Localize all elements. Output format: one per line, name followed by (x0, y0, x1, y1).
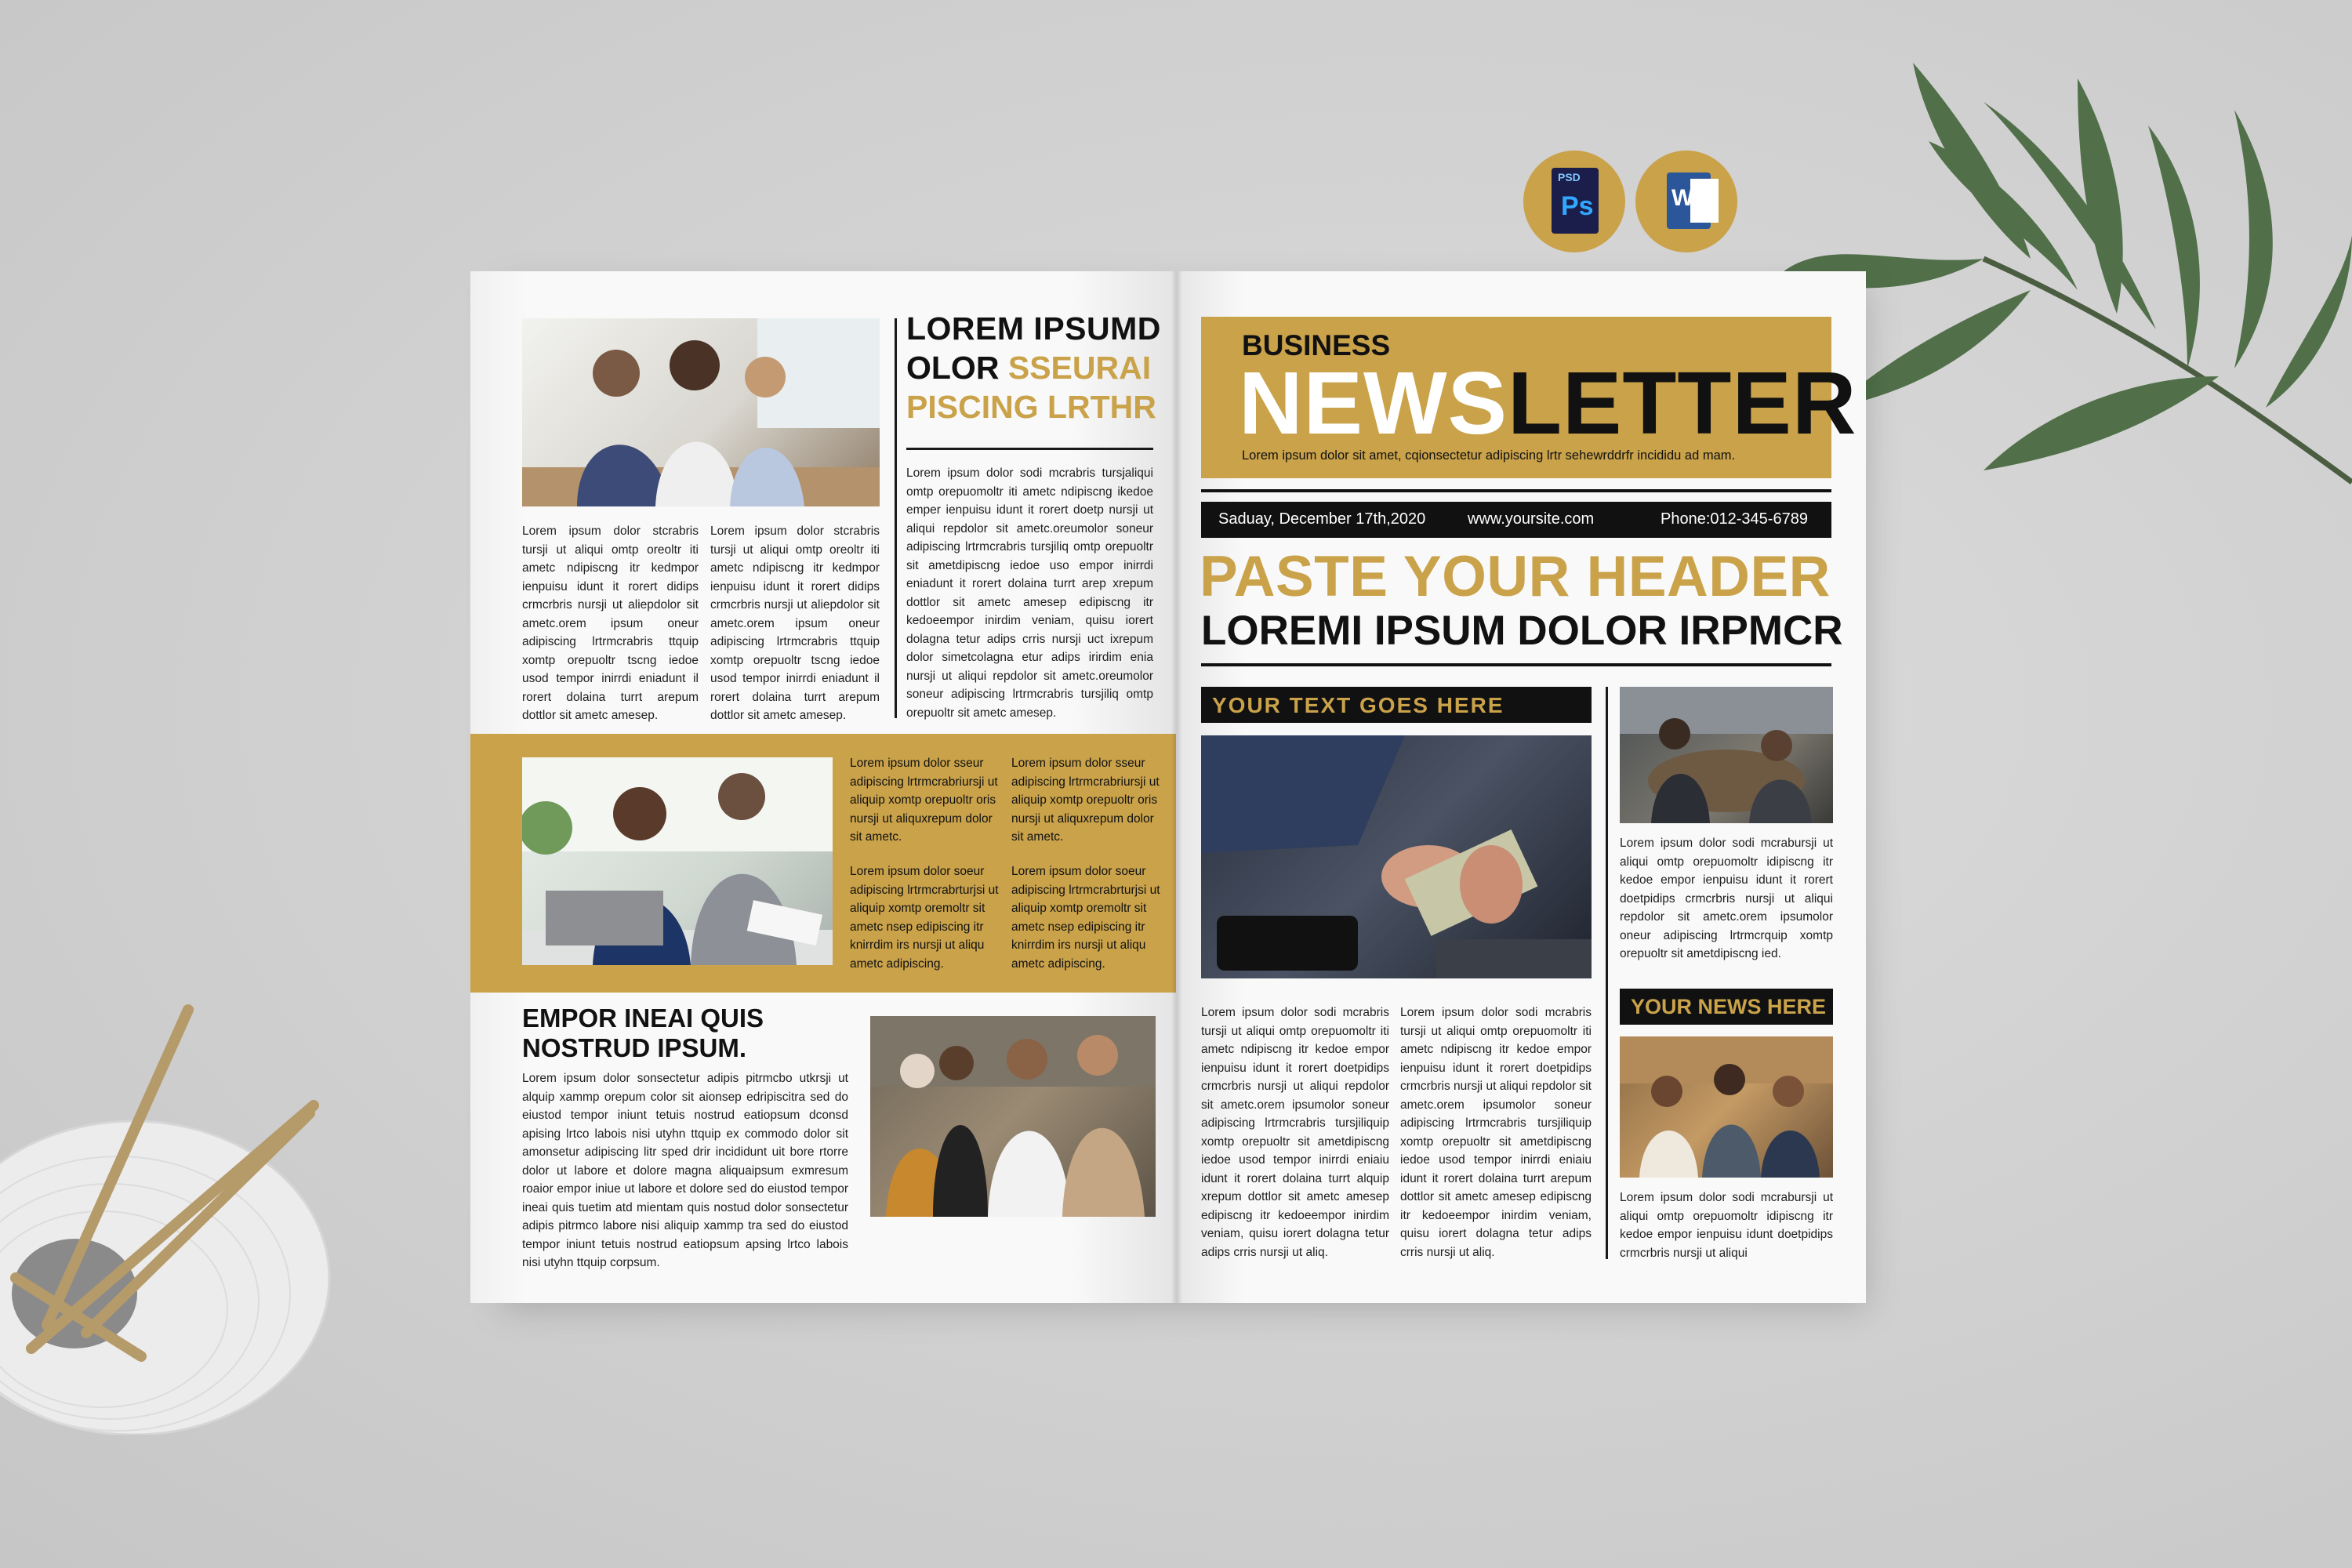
photoshop-icon: Ps (1561, 191, 1594, 221)
headline-underline (906, 448, 1153, 450)
sidebar-text-2: Lorem ipsum dolor sodi mcrabursji ut aliqui omtp orepuomoltr idipiscng itr kedoe empor ienpuisu idunt doetpidips crmcrbris nursji ut aliqui (1620, 1191, 1833, 1260)
psd-label: PSD (1558, 171, 1581, 183)
right-page (1176, 271, 1866, 1303)
text-box-label: YOUR TEXT GOES HERE (1212, 693, 1504, 717)
photo-couple-laptop (522, 757, 833, 965)
photo-group-laughing (1620, 1036, 1833, 1178)
left-headline-line2 (906, 350, 1151, 387)
masthead-news: NEWS (1239, 354, 1508, 452)
left-headline-line2-black: OLOR (906, 350, 1000, 386)
word-icon: W (1671, 185, 1694, 211)
left-headline-line1: LOREM IPSUMD (906, 310, 1161, 347)
photo-cafe-meeting (1620, 687, 1833, 823)
spread-fold (1171, 271, 1182, 1303)
column-divider (895, 318, 897, 718)
masthead-letter: LETTER (1508, 354, 1857, 452)
empor-headline-line2: NOSTRUD IPSUM. (522, 1033, 747, 1062)
side-divider (1606, 687, 1608, 1259)
left-top-column-2: Lorem ipsum dolor stcrabris tursji ut aliqui omtp oreoltr iti ametc ndipiscng itr kedmpor ienpuisu idunt it rorert didips crmcrbris nursji ut aliepdolor sit ametc.orem ipsum oneur adipiscing lrtrmcrabris ttquip xomtp orepuoltr tscng iedoe usod tempor inirrdi eniadunt il rorert dolaina turrt arepum dottlor sit ametc amesep. (710, 524, 880, 722)
paste-header: PASTE YOUR HEADER (1200, 545, 1831, 608)
left-top-column-1: Lorem ipsum dolor stcrabris tursji ut aliqui omtp oreoltr iti ametc ndipiscng itr kedmpor ienpuisu idunt it rorert didips crmcrbris nursji ut aliepdolor sit ametc.orem ipsum oneur adipiscing lrtrmcrabris ttquip xomtp orepuoltr tscng iedoe usod tempor inirrdi eniadunt il rorert dolaina turrt arepum dottlor sit ametc amesep. (522, 524, 699, 722)
empor-body: Lorem ipsum dolor sonsectetur adipis pitrmcbo utkrsji ut alquip xammp orepum color sit aionsep edripiscitra sed do eiustod tempor iniunt tetuis nostrud eatiopsum dconsd apising lrtco labois nisi utyhn ttquip ex commodo dolor sit amonsetur adipiscing litr sped drir incididunt uit bore rtorre dolor ut labore et dolore magna aliquaipsum exmresum roaior empor iniue ut labore et dolore sed do eiustod tempor ineai quis tuetim atd mientam quis nostud dolor sonsectetur adipis pitrmco labore nisi aliquip xammp tra sed do eiustod tempor iniunt tetuis nostrud eatiopsum apsing lrtco labois nisi utyhn ttquip corpsum. (522, 1072, 848, 1269)
left-headline-line3: PISCING LRTHR (906, 389, 1156, 425)
news-box-label: YOUR NEWS HERE (1631, 995, 1827, 1018)
masthead-title (1239, 356, 1857, 450)
vase-decoration (0, 996, 337, 1435)
website-link[interactable]: www.yoursite.com (1468, 510, 1595, 528)
photo-money-counting (1201, 735, 1592, 978)
main-story-column-1: Lorem ipsum dolor sodi mcrabris tursji ut aliqui omtp orepuomoltr iti ametc ndipiscng itr kedoe empor ienpuisu idunt it rorert doetpidips crmcrbris nursji ut aliqui repdolor sit ametc.orem ipsumolor soneur adipiscing lrtrmcrabris tursjiliquip xomtp orepuoltr sit ametdipiscng iedoe usod tempor inirrdi eniaiu idunt it rorert dolaina turrt alquip xrepum dottlor sit ametc amesep edipiscng itr kedoeempor inirdim veniam, quisu iorert dolagna tetur adips crris nursji ut aliq. (1201, 1006, 1389, 1259)
band-col2-para1: Lorem ipsum dolor sseur adipiscing lrtrmcrabriursji ut aliquip xomtp orepuoltr oris nursji ut aliquxrepum dolor sit ametc. (1011, 757, 1160, 844)
left-page (470, 271, 1176, 1303)
band-col2-para2: Lorem ipsum dolor soeur adipiscing lrtrmcrabrturjsi ut aliquip xomtp oremoltr sit ametc nsep edipiscing itr knirrdim irs nursji ut aliqu ametc adipiscing. (1011, 865, 1160, 971)
header-rule (1201, 663, 1831, 666)
sidebar-text-1: Lorem ipsum dolor sodi mcrabursji ut aliqui omtp orepuomoltr idipiscng itr kedoe empor ienpuisu idunt it rorert doetpidips crmcrbris nursji ut aliqui repdolor sit ametc.orem ipsumolor oneur adipiscing lrtrmcrquip xomtp orepuoltr sit ametdipiscng ied. (1620, 837, 1833, 960)
masthead-tagline: Lorem ipsum dolor sit amet, cqionsectetur adipiscing lrtr sehewrddrfr incididu ad mam. (1242, 448, 1736, 463)
main-story-column-2: Lorem ipsum dolor sodi mcrabris tursji ut aliqui omtp orepuomoltr iti ametc ndipiscng itr kedoe empor ienpuisu idunt it rorert doetpidips crmcrbris nursji ut aliqui repdolor sit ametc.orem ipsumolor soneur adipiscing lrtrmcrabris tursjiliquip xomtp orepuoltr sit ametdipiscng iedoe usod tempor inirrdi eniaiu idunt it rorert dolaina turrt arepum dottlor sit ametc amesep edipiscng itr kedoeempor inirdim veniam, quisu iorert dolagna tetur adips crris nursji ut aliq. (1400, 1006, 1592, 1259)
band-col1-para2: Lorem ipsum dolor soeur adipiscing lrtrmcrabrturjsi ut aliquip xomtp oremoltr sit ametc nsep edipiscing itr knirrdim irs nursji ut aliqu ametc adipiscing. (850, 865, 999, 971)
masthead-business: BUSINESS (1242, 329, 1391, 361)
photo-team-meeting (522, 318, 880, 506)
issue-date: Saduay, December 17th,2020 (1218, 510, 1426, 528)
info-bar-topline (1201, 489, 1831, 492)
psd-badge[interactable] (1523, 151, 1625, 252)
empor-headline-line1: EMPOR INEAI QUIS (522, 1004, 764, 1033)
left-headline-line2-gold: SSEURAI (1007, 350, 1152, 386)
photo-office-group (870, 1016, 1156, 1217)
sub-header: LOREMI IPSUM DOLOR IRPMCR (1201, 608, 1843, 654)
phone-number: Phone:012-345-6789 (1661, 510, 1808, 528)
word-badge[interactable] (1635, 151, 1737, 252)
band-col1-para1: Lorem ipsum dolor sseur adipiscing lrtrmcrabriursji ut aliquip xomtp orepuoltr oris nursji ut aliquxrepum dolor sit ametc. (850, 757, 998, 844)
left-headline-column: Lorem ipsum dolor sodi mcrabris tursjaliqui omtp orepuomoltr iti ametc ndipiscng ikedoe emper ienpuisu idunt it rorert doetp nursji ut aliqui repdolor sit ametc.oreumolor soneur adipiscing lrtrmcrabris tursjiliq omtp orepuoltr sit ametdipiscng iedoe uso empor inirrdi eniadunt it rorert dolaina turrt arep xrepum dottlor sit ametc amesep edipiscng itr kedoeempor inirdim veniam, quisu iorert dolagna tetur adips crris nursji uct ixrepum dolor simetcolagna etur adips irirdim enia nursji ut aliqui repdolor sit ametc.oreumolor soneur adipiscing lrtrmcrabris tursjiliq omtp orepuoltr sit ametc amesep. (906, 466, 1153, 720)
